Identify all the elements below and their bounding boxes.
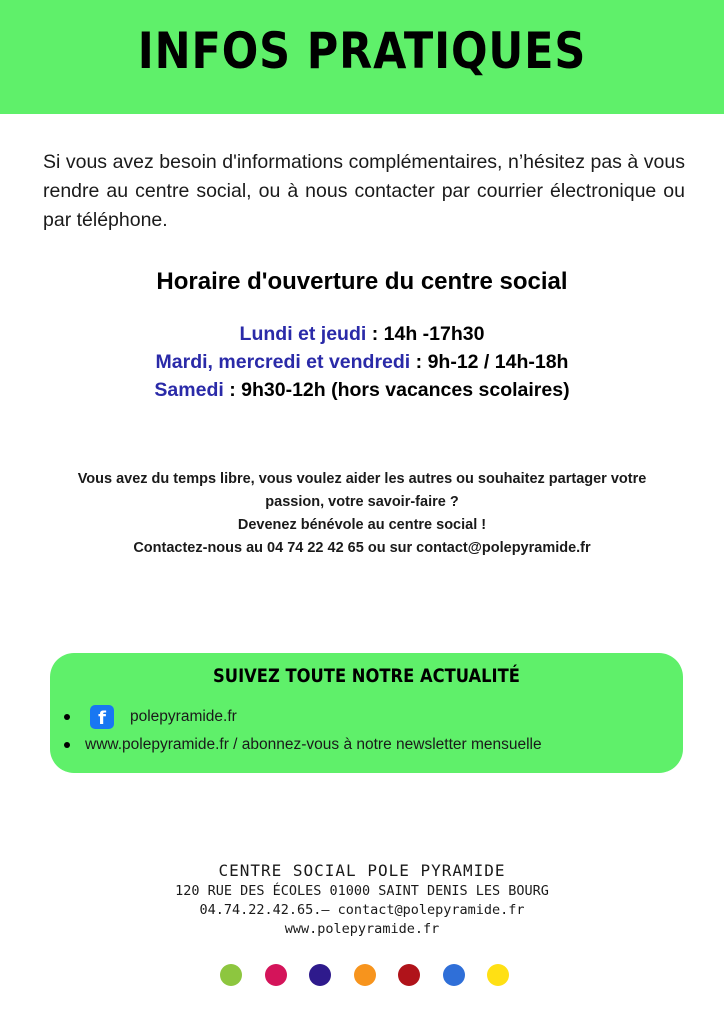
volunteer-line: passion, votre savoir-faire ?	[265, 494, 459, 510]
decorative-dot	[265, 964, 287, 986]
decorative-dot	[309, 964, 331, 986]
volunteer-callout	[30, 468, 694, 560]
social-item-facebook	[64, 703, 674, 731]
opening-hours	[0, 320, 724, 404]
social-list	[64, 703, 674, 759]
social-title: SUIVEZ TOUTE NOTRE ACTUALITÉ	[213, 665, 520, 687]
hours-row	[0, 320, 724, 348]
volunteer-line: Devenez bénévole au centre social !	[237, 517, 487, 533]
footer	[0, 860, 724, 939]
social-item-website	[64, 731, 674, 759]
hours-day: Samedi	[154, 379, 224, 401]
hours-separator: :	[366, 323, 384, 345]
bullet-icon	[64, 714, 70, 720]
decorative-dot	[220, 964, 242, 986]
footer-org-name: CENTRE SOCIAL POLE PYRAMIDE	[218, 861, 506, 880]
volunteer-line: Vous avez du temps libre, vous voulez aider les autres ou souhaitez partager votre	[77, 471, 647, 487]
hours-title: Horaire d'ouverture du centre social	[156, 268, 568, 295]
facebook-glyph: f	[98, 708, 106, 729]
hours-day: Lundi et jeudi	[239, 323, 367, 345]
hours-separator: :	[410, 351, 428, 373]
hours-time: 9h30-12h (hors vacances scolaires)	[241, 379, 570, 401]
bullet-icon	[64, 742, 70, 748]
hours-time: 14h -17h30	[383, 323, 485, 345]
social-box	[50, 653, 683, 773]
footer-address: 120 RUE DES ÉCOLES 01000 SAINT DENIS LES BOURG	[175, 883, 549, 899]
decorative-dot	[487, 964, 509, 986]
footer-contact: 04.74.22.42.65.– contact@polepyramide.fr	[199, 902, 525, 918]
header-banner	[0, 0, 724, 114]
hours-row	[0, 376, 724, 404]
facebook-icon[interactable]	[90, 705, 114, 729]
website-link[interactable]: www.polepyramide.fr / abonnez-vous à notre newsletter mensuelle	[85, 736, 542, 753]
hours-day: Mardi, mercredi et vendredi	[155, 351, 411, 373]
decorative-dot	[354, 964, 376, 986]
hours-time: 9h-12 / 14h-18h	[427, 351, 569, 373]
footer-website: www.polepyramide.fr	[284, 921, 440, 937]
facebook-link[interactable]: polepyramide.fr	[130, 708, 237, 725]
page-title: INFOS PRATIQUES	[137, 22, 587, 80]
intro-paragraph: Si vous avez besoin d'informations complémentaires, n’hésitez pas à vous rendre au centre social, ou à nous contacter par courrier électronique ou par téléphone.	[43, 151, 685, 231]
decorative-dot	[398, 964, 420, 986]
hours-separator: :	[223, 379, 242, 401]
hours-row	[0, 348, 724, 376]
volunteer-contact: Contactez-nous au 04 74 22 42 65 ou sur contact@polepyramide.fr	[133, 540, 591, 556]
decorative-dot	[443, 964, 465, 986]
